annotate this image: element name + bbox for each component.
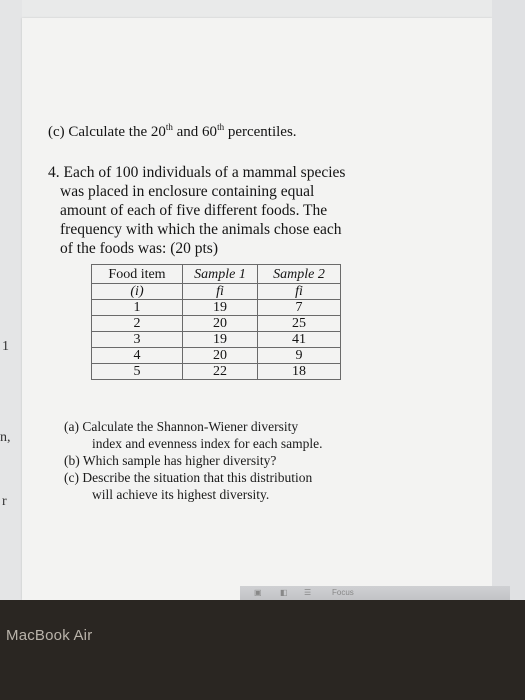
margin-mark: 1 <box>2 339 9 354</box>
column-subheader: (i) <box>92 284 183 300</box>
right-strip <box>492 0 525 600</box>
question-4 <box>48 163 388 258</box>
focus-label[interactable]: Focus <box>332 588 354 597</box>
dock-icon[interactable]: ▣ <box>254 588 262 597</box>
table-row <box>92 316 341 332</box>
question-line: 4. Each of 100 individuals of a mammal species <box>48 164 346 181</box>
part-c-question: (c) Calculate the 20th and 60th percentiles. <box>48 122 297 140</box>
table-header-row <box>92 265 341 284</box>
column-subheader: fi <box>258 284 341 300</box>
table-cell: 2 <box>92 316 183 332</box>
table-cell: 7 <box>258 300 341 316</box>
margin-mark: r <box>2 494 7 509</box>
margin-mark: n, <box>0 430 11 445</box>
subquestion-c: (c) Describe the situation that this distribution <box>64 470 313 485</box>
subquestion-a: (a) Calculate the Shannon-Wiener diversity <box>64 419 299 434</box>
subquestion-c-cont: will achieve its highest diversity. <box>92 487 270 502</box>
question-line: amount of each of five different foods. The <box>60 202 328 219</box>
column-subheader: fi <box>183 284 258 300</box>
column-header: Sample 1 <box>183 265 258 284</box>
table-cell: 3 <box>92 332 183 348</box>
app-dock <box>240 586 510 600</box>
table-cell: 41 <box>258 332 341 348</box>
table-cell: 9 <box>258 348 341 364</box>
table-cell: 19 <box>183 332 258 348</box>
subquestion-a-cont: index and evenness index for each sample. <box>92 436 323 451</box>
table-cell: 20 <box>183 316 258 332</box>
table-cell: 1 <box>92 300 183 316</box>
table-cell: 18 <box>258 364 341 380</box>
table-row <box>92 348 341 364</box>
table-cell: 25 <box>258 316 341 332</box>
table-row <box>92 300 341 316</box>
table-cell: 22 <box>183 364 258 380</box>
table-cell: 19 <box>183 300 258 316</box>
frequency-table <box>91 264 341 380</box>
table-subheader-row <box>92 284 341 300</box>
column-header: Sample 2 <box>258 265 341 284</box>
table-row <box>92 364 341 380</box>
table-row <box>92 332 341 348</box>
subquestion-b: (b) Which sample has higher diversity? <box>64 453 277 468</box>
left-margin <box>0 0 22 600</box>
question-line: was placed in enclosure containing equal <box>60 183 315 200</box>
column-header: Food item <box>92 265 183 284</box>
subquestions <box>64 418 384 503</box>
table-cell: 20 <box>183 348 258 364</box>
table-cell: 5 <box>92 364 183 380</box>
dock-icon[interactable]: ☰ <box>304 588 312 597</box>
macbook-label: MacBook Air <box>6 627 93 644</box>
question-line: of the foods was: (20 pts) <box>60 240 218 257</box>
table-cell: 4 <box>92 348 183 364</box>
dock-icon[interactable]: ◧ <box>280 588 288 597</box>
question-line: frequency with which the animals chose each <box>60 221 342 238</box>
